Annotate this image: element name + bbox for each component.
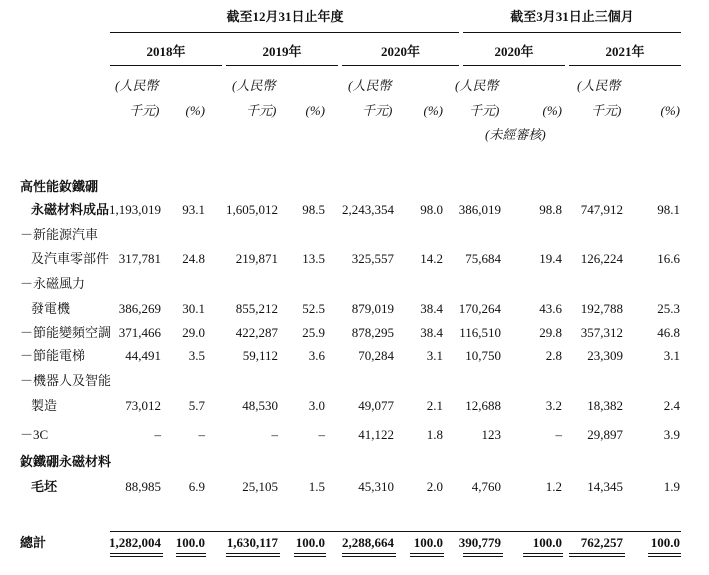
- table-cell: 98.0: [420, 202, 443, 217]
- total-double-underline: [569, 553, 625, 557]
- table-cell: 1.8: [426, 427, 443, 442]
- unit-label-bottom: 千元): [362, 103, 393, 118]
- table-cell: 371,466: [118, 325, 161, 340]
- table-cell: 386,269: [118, 301, 161, 316]
- table-cell: 6.9: [188, 479, 205, 494]
- pct-label: (%): [423, 103, 443, 118]
- total-label: 總計: [20, 535, 47, 550]
- table-cell: –: [271, 427, 278, 442]
- table-cell: 18,382: [587, 398, 623, 413]
- table-cell: 19.4: [539, 251, 562, 266]
- year-header: 2021年: [605, 44, 645, 59]
- table-cell: 1,193,019: [109, 202, 161, 217]
- row-label: －節能電梯: [20, 348, 86, 363]
- table-cell: 98.8: [539, 202, 562, 217]
- table-cell: –: [318, 427, 325, 442]
- table-cell: 4,760: [471, 479, 501, 494]
- year-header: 2020年: [380, 44, 420, 59]
- table-cell: 59,112: [242, 348, 278, 363]
- table-cell: 3.1: [663, 348, 680, 363]
- table-cell: 25.3: [657, 301, 680, 316]
- unit-label-top: (人民幣: [577, 78, 621, 93]
- table-cell: 2,243,354: [342, 202, 394, 217]
- table-cell: 2.8: [545, 348, 562, 363]
- table-cell: 23,309: [587, 348, 623, 363]
- unit-label-bottom: 千元): [469, 103, 500, 118]
- total-cell: 100.0: [532, 535, 562, 550]
- unaudited-note: (未經審核): [485, 127, 546, 142]
- table-cell: 45,310: [358, 479, 394, 494]
- table-cell: 49,077: [358, 398, 394, 413]
- total-double-underline: [176, 553, 206, 557]
- table-cell: 93.1: [182, 202, 205, 217]
- group-underline-quarterly: [463, 32, 681, 33]
- year-header: 2020年: [494, 44, 534, 59]
- table-cell: 3.6: [308, 348, 325, 363]
- total-double-underline: [342, 553, 396, 557]
- table-cell: 3.2: [545, 398, 562, 413]
- unit-label-bottom: 千元): [591, 103, 622, 118]
- year-underline: [342, 65, 459, 66]
- table-cell: 116,510: [459, 325, 501, 340]
- row-label: －新能源汽車: [20, 227, 99, 242]
- table-cell: 12,688: [465, 398, 501, 413]
- table-cell: 48,530: [242, 398, 278, 413]
- table-cell: 3.5: [188, 348, 205, 363]
- row-label: 毛坯: [31, 479, 58, 494]
- table-cell: 98.1: [657, 202, 680, 217]
- table-cell: 878,295: [351, 325, 394, 340]
- table-cell: 357,312: [580, 325, 623, 340]
- total-double-underline: [523, 553, 563, 557]
- table-cell: 3.9: [663, 427, 680, 442]
- year-underline: [463, 65, 565, 66]
- pct-label: (%): [305, 103, 325, 118]
- total-top-rule: [110, 531, 681, 532]
- row-label: －永磁風力: [20, 276, 86, 291]
- table-cell: 73,012: [125, 398, 161, 413]
- table-cell: 317,781: [118, 251, 161, 266]
- table-cell: 25,105: [242, 479, 278, 494]
- table-cell: 14.2: [420, 251, 443, 266]
- table-cell: 29,897: [587, 427, 623, 442]
- table-cell: 29.0: [182, 325, 205, 340]
- total-cell: 2,288,664: [342, 535, 394, 550]
- year-underline: [569, 65, 681, 66]
- row-label: 及汽車零部件: [31, 251, 110, 266]
- year-underline: [226, 65, 338, 66]
- total-double-underline: [110, 553, 163, 557]
- unit-label-bottom: 千元): [129, 103, 160, 118]
- table-cell: 3.1: [426, 348, 443, 363]
- total-double-underline: [410, 553, 444, 557]
- total-cell: 390,779: [458, 535, 501, 550]
- table-cell: 16.6: [657, 251, 680, 266]
- table-cell: 29.8: [539, 325, 562, 340]
- total-cell: 1,630,117: [226, 535, 278, 550]
- table-cell: 747,912: [580, 202, 623, 217]
- total-cell: 100.0: [413, 535, 443, 550]
- table-cell: 123: [481, 427, 501, 442]
- total-cell: 762,257: [580, 535, 623, 550]
- table-cell: 126,224: [580, 251, 623, 266]
- table-cell: 70,284: [358, 348, 394, 363]
- table-cell: 98.5: [302, 202, 325, 217]
- table-cell: 2.4: [663, 398, 680, 413]
- row-label: －節能變頻空調: [20, 325, 112, 340]
- pct-label: (%): [660, 103, 680, 118]
- table-cell: 38.4: [420, 301, 443, 316]
- total-double-underline: [226, 553, 280, 557]
- table-cell: 1.9: [663, 479, 680, 494]
- total-cell: 1,282,004: [109, 535, 161, 550]
- pct-label: (%): [185, 103, 205, 118]
- table-cell: 2.1: [426, 398, 443, 413]
- table-cell: 3.0: [308, 398, 325, 413]
- table-cell: 325,557: [351, 251, 394, 266]
- table-cell: 1,605,012: [226, 202, 278, 217]
- table-cell: –: [198, 427, 205, 442]
- unit-label-top: (人民幣: [115, 78, 159, 93]
- table-cell: 14,345: [587, 479, 623, 494]
- table-cell: 25.9: [302, 325, 325, 340]
- table-cell: 1.2: [545, 479, 562, 494]
- table-cell: 43.6: [539, 301, 562, 316]
- row-label: －機器人及智能: [20, 373, 112, 388]
- row-label: 釹鐵硼永磁材料: [20, 454, 112, 469]
- table-cell: 422,287: [235, 325, 278, 340]
- table-cell: 5.7: [188, 398, 205, 413]
- table-cell: 10,750: [465, 348, 501, 363]
- table-cell: –: [555, 427, 562, 442]
- unit-label-top: (人民幣: [232, 78, 276, 93]
- row-label: 永磁材料成品: [31, 202, 110, 217]
- row-label: 發電機: [31, 301, 71, 316]
- total-cell: 100.0: [175, 535, 205, 550]
- total-double-underline: [648, 553, 681, 557]
- table-cell: 75,684: [465, 251, 501, 266]
- table-cell: 38.4: [420, 325, 443, 340]
- table-cell: 44,491: [125, 348, 161, 363]
- table-cell: 88,985: [125, 479, 161, 494]
- unit-label-bottom: 千元): [246, 103, 277, 118]
- year-header: 2019年: [262, 44, 302, 59]
- table-cell: 855,212: [235, 301, 278, 316]
- table-cell: 41,122: [358, 427, 394, 442]
- row-label: 高性能釹鐵硼: [20, 179, 99, 194]
- table-cell: 170,264: [458, 301, 501, 316]
- total-cell: 100.0: [295, 535, 325, 550]
- row-label: 製造: [31, 398, 58, 413]
- table-cell: 30.1: [182, 301, 205, 316]
- group-title-annual: 截至12月31日止年度: [226, 9, 344, 24]
- row-label: －3C: [20, 427, 49, 442]
- table-cell: 879,019: [351, 301, 394, 316]
- table-cell: –: [154, 427, 161, 442]
- total-double-underline: [463, 553, 503, 557]
- table-cell: 46.8: [657, 325, 680, 340]
- table-cell: 192,788: [580, 301, 623, 316]
- group-underline-annual: [110, 32, 459, 33]
- table-cell: 1.5: [308, 479, 325, 494]
- table-cell: 24.8: [182, 251, 205, 266]
- pct-label: (%): [542, 103, 562, 118]
- year-header: 2018年: [146, 44, 186, 59]
- table-cell: 13.5: [302, 251, 325, 266]
- table-cell: 2.0: [426, 479, 443, 494]
- unit-label-top: (人民幣: [348, 78, 392, 93]
- table-cell: 219,871: [235, 251, 278, 266]
- unit-label-top: (人民幣: [455, 78, 499, 93]
- table-cell: 386,019: [458, 202, 501, 217]
- table-cell: 52.5: [302, 301, 325, 316]
- total-double-underline: [294, 553, 326, 557]
- group-title-quarterly: 截至3月31日止三個月: [510, 9, 634, 24]
- total-cell: 100.0: [650, 535, 680, 550]
- year-underline: [110, 65, 222, 66]
